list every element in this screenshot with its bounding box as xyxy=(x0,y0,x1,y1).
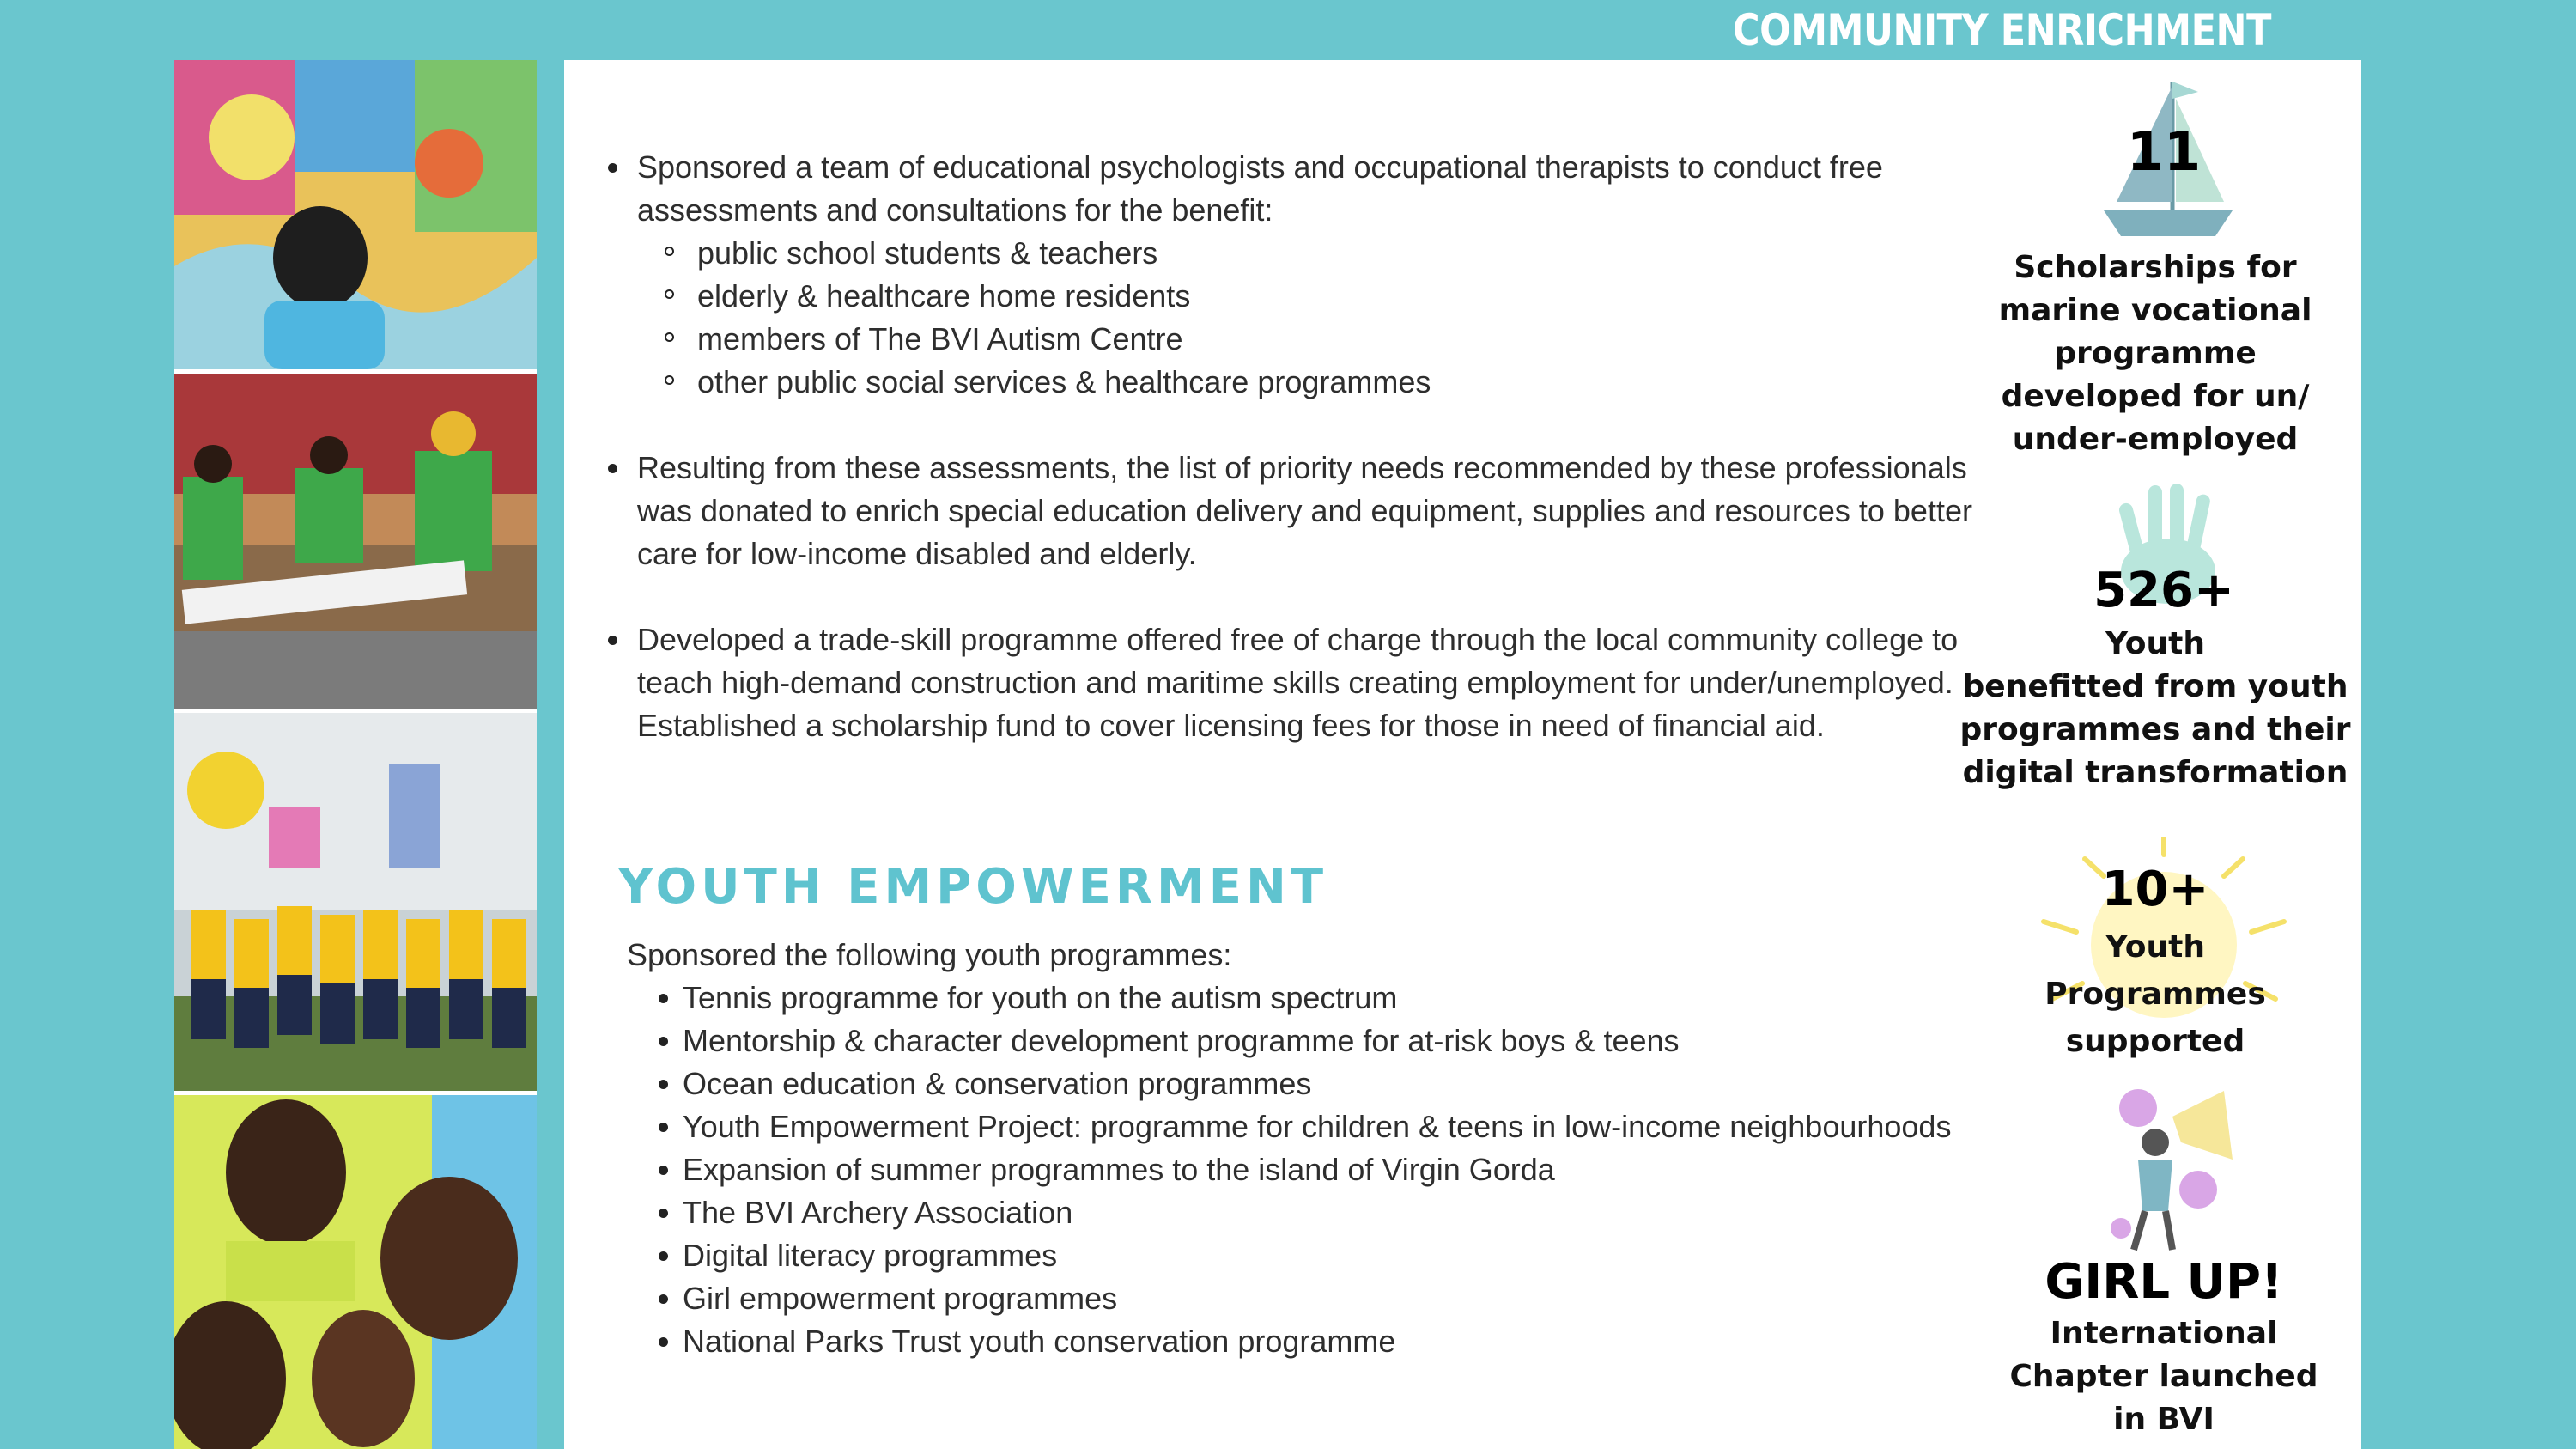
list-item: Girl empowerment programmes xyxy=(683,1277,1951,1320)
stat-description: Scholarships for marine vocational programme developed for un/ under-employed xyxy=(1998,250,2312,457)
page-title: COMMUNITY ENRICHMENT xyxy=(1733,5,2271,55)
youth-intro: Sponsored the following youth programmes: xyxy=(627,937,1232,972)
youth-programmes-list xyxy=(683,977,1951,1363)
stat-number: 11 xyxy=(2126,120,2202,183)
community-bullet: Developed a trade-skill programme offered free of charge through the local community college to teach high-demand construction and maritime skills creating employment for under/unemployed. Established a scholarship fund to cover licensing fees for those in need of financial aid. xyxy=(637,618,2026,747)
list-item: The BVI Archery Association xyxy=(683,1191,1951,1234)
list-item: National Parks Trust youth conservation programme xyxy=(683,1320,1951,1363)
list-item: Mentorship & character development programme for at-risk boys & teens xyxy=(683,1020,1951,1062)
community-bullet: Resulting from these assessments, the list of priority needs recommended by these professionals was donated to enrich special education delivery and equipment, supplies and resources to better care for low-income disabled and elderly. xyxy=(637,447,2026,575)
smiling-children-photo xyxy=(174,1095,537,1449)
school-children-photo xyxy=(174,713,537,1091)
stat-description: Youth benefitted from youth programmes and their digital transformation xyxy=(1959,626,2351,790)
list-item: Ocean education & conservation programmes xyxy=(683,1062,1951,1105)
accent-divider xyxy=(537,26,564,1449)
megaphone-icon xyxy=(2087,1082,2250,1254)
list-item: other public social services & healthcare programmes xyxy=(697,361,2026,404)
list-item: elderly & healthcare home residents xyxy=(697,275,2026,318)
community-bullet xyxy=(637,146,2026,404)
list-item: public school students & teachers xyxy=(697,232,2026,275)
beneficiaries-list xyxy=(637,232,2026,404)
list-item: Expansion of summer programmes to the island of Virgin Gorda xyxy=(683,1148,1951,1191)
community-section xyxy=(601,146,2026,790)
stat-description: International Chapter launched in BVI xyxy=(2009,1316,2318,1437)
stat-number: GIRL UP! xyxy=(2044,1254,2283,1310)
youth-section-title: YOUTH EMPOWERMENT xyxy=(618,859,1328,915)
mural-photo xyxy=(174,60,537,369)
list-item: Digital literacy programmes xyxy=(683,1234,1951,1277)
photo-collage xyxy=(174,60,537,1449)
list-item: Youth Empowerment Project: programme for children & teens in low-income neighbourhoods xyxy=(683,1105,1951,1148)
stat-number: 526+ xyxy=(2093,563,2234,618)
stat-description: Youth Programmes supported xyxy=(2044,929,2266,1059)
community-bullet-text: Sponsored a team of educational psychologists and occupational therapists to conduct free assessments and consultations for the benefit: xyxy=(637,149,1883,228)
stat-number: 10+ xyxy=(2101,861,2209,917)
list-item: members of The BVI Autism Centre xyxy=(697,318,2026,361)
list-item: Tennis programme for youth on the autism spectrum xyxy=(683,977,1951,1020)
construction-photo xyxy=(174,374,537,709)
